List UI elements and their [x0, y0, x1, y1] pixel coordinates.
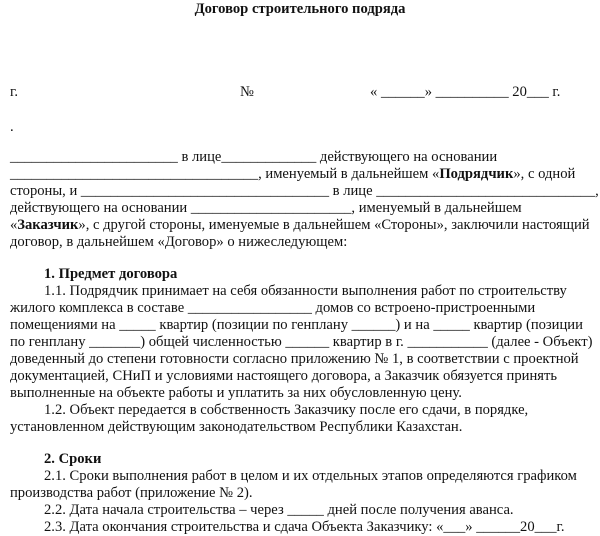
preamble-text: », с одной — [513, 166, 576, 182]
preamble-line: стороны, и __________________________________ в лице ______________________________, — [10, 183, 599, 199]
section-heading: 2. Сроки — [44, 451, 102, 467]
header-date: « ______» __________ 20___ г. — [370, 84, 561, 100]
preamble-line — [10, 217, 590, 234]
customer-term: Заказчик — [17, 217, 79, 233]
section-text-line: 1.2. Объект передается в собственность Заказчику после его сдачи, в порядке, — [44, 402, 529, 418]
section-text-line: жилого комплекса в составе _________________ домов со встроено-пристроенными — [10, 300, 536, 316]
header-dot: . — [10, 119, 14, 135]
document-title: Договор строительного подряда — [194, 1, 406, 17]
contractor-term: Подрядчик — [439, 166, 514, 182]
section-text-line: 1.1. Подрядчик принимает на себя обязанности выполнения работ по строительству — [44, 283, 567, 299]
section-text-line: установленном действующим законодательством Республики Казахстан. — [10, 419, 463, 435]
section-text-line: помещениями на _____ квартир (позиции по генплану ______) и на _____ квартир (позиции — [10, 317, 583, 333]
preamble-text: », с другой стороны, именуемые в дальнейшем «Стороны», заключили настоящий — [78, 217, 590, 233]
section-text-line: производства работ (приложение № 2). — [10, 485, 253, 501]
section-text-line: 2.2. Дата начала строительства – через _____ дней после получения аванса. — [44, 502, 514, 518]
section-text-line: доведенный до степени готовности согласно приложению № 1, в соответствии с проектной — [10, 351, 579, 367]
section-text-line: документацией, СНиП и условиями настоящего договора, а Заказчик обязуется принять — [10, 368, 558, 384]
section-heading: 1. Предмет договора — [44, 266, 178, 282]
preamble-text: « — [10, 217, 18, 233]
preamble-text: __________________________________, именуемый в дальнейшем « — [10, 166, 440, 182]
preamble-line — [10, 166, 575, 183]
header-city: г. — [10, 84, 18, 100]
section-text-line: выполненные на объекте работы и уплатить за них обусловленную цену. — [10, 385, 462, 401]
preamble-line: действующего на основании ______________________, именуемый в дальнейшем — [10, 200, 522, 216]
section-text-line: 2.3. Дата окончания строительства и сдача Объекта Заказчику: «___» ______20___г. — [44, 519, 565, 535]
header-number: № — [240, 84, 254, 100]
preamble-line: договор, в дальнейшем «Договор» о нижеследующем: — [10, 234, 348, 250]
preamble-line: _______________________ в лице_____________ действующего на основании — [10, 149, 498, 165]
section-text-line: 2.1. Сроки выполнения работ в целом и их отдельных этапов определяются графиком — [44, 468, 577, 484]
section-text-line: по генплану _______) общей численностью ______ квартир в г. ___________ (далее - Объект) — [10, 334, 593, 350]
